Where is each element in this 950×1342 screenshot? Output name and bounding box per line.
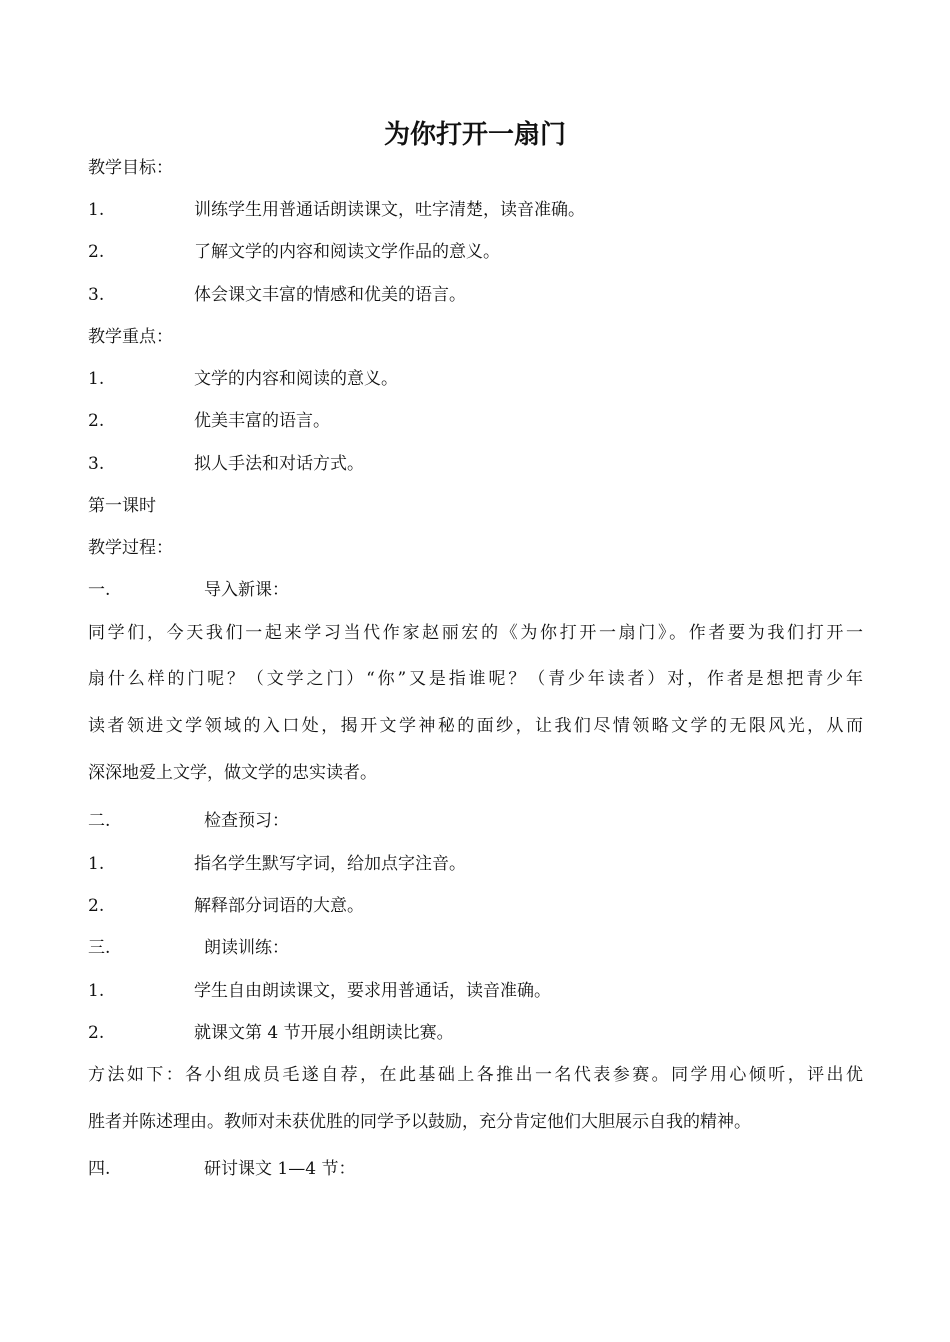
section-number: 三. (88, 938, 111, 958)
item-number: 2. (88, 242, 105, 262)
focus-item (88, 452, 364, 476)
item-text: 解释部分词语的大意。 (194, 896, 364, 916)
item-number: 2. (88, 1023, 105, 1043)
item-number: 2. (88, 896, 105, 916)
item-text: 学生自由朗读课文，要求用普通话，读音准确。 (194, 981, 551, 1001)
lesson-label: 第一课时 (88, 496, 156, 516)
section-heading (88, 936, 289, 960)
item-number: 3. (88, 285, 105, 305)
item-text: 体会课文丰富的情感和优美的语言。 (194, 285, 466, 305)
goal-item (88, 283, 466, 307)
process-heading: 教学过程： (88, 538, 173, 558)
item-text: 了解文学的内容和阅读文学作品的意义。 (194, 242, 500, 262)
item-text: 就课文第 4 节开展小组朗读比赛。 (194, 1023, 454, 1043)
section-number: 四. (88, 1159, 111, 1179)
item-number: 1. (88, 369, 105, 389)
focus-heading: 教学重点： (88, 327, 173, 347)
section-text: 朗读训练： (204, 938, 289, 958)
document-title: 为你打开一扇门 (383, 120, 566, 150)
paragraph-line: 深深地爱上文学，做文学的忠实读者。 (88, 763, 377, 783)
paragraph-line: 方法如下：各小组成员毛遂自荐，在此基础上各推出一名代表参赛。同学用心倾听，评出优 (88, 1065, 863, 1085)
goals-heading: 教学目标： (88, 158, 173, 178)
item-number: 3. (88, 454, 105, 474)
paragraph-line: 同学们，今天我们一起来学习当代作家赵丽宏的《为你打开一扇门》。作者要为我们打开一 (88, 623, 863, 643)
paragraph-line: 扇什么样的门呢？（文学之门）“你”又是指谁呢？（青少年读者）对，作者是想把青少年 (88, 669, 863, 689)
focus-item (88, 367, 398, 391)
item-text: 文学的内容和阅读的意义。 (194, 369, 398, 389)
paragraph-line: 胜者并陈述理由。教师对未获优胜的同学予以鼓励，充分肯定他们大胆展示自我的精神。 (88, 1112, 751, 1132)
preview-item (88, 894, 364, 918)
item-number: 1. (88, 981, 105, 1001)
item-text: 指名学生默写字词，给加点字注音。 (194, 854, 466, 874)
preview-item (88, 852, 466, 876)
goal-item (88, 198, 585, 222)
item-text: 优美丰富的语言。 (194, 411, 330, 431)
item-number: 2. (88, 411, 105, 431)
reading-item (88, 979, 551, 1003)
section-heading (88, 1157, 355, 1181)
section-heading (88, 578, 289, 602)
focus-item (88, 409, 330, 433)
section-number: 一. (88, 580, 111, 600)
section-number: 二. (88, 811, 111, 831)
section-heading (88, 809, 289, 833)
section-text: 研讨课文 1—4 节： (204, 1159, 356, 1179)
section-text: 导入新课： (204, 580, 289, 600)
item-text: 训练学生用普通话朗读课文，吐字清楚，读音准确。 (194, 200, 585, 220)
section-text: 检查预习： (204, 811, 289, 831)
item-number: 1. (88, 854, 105, 874)
item-text: 拟人手法和对话方式。 (194, 454, 364, 474)
item-number: 1. (88, 200, 105, 220)
goal-item (88, 240, 500, 264)
reading-item (88, 1021, 454, 1045)
paragraph-line: 读者领进文学领域的入口处，揭开文学神秘的面纱，让我们尽情领略文学的无限风光，从而 (88, 716, 863, 736)
